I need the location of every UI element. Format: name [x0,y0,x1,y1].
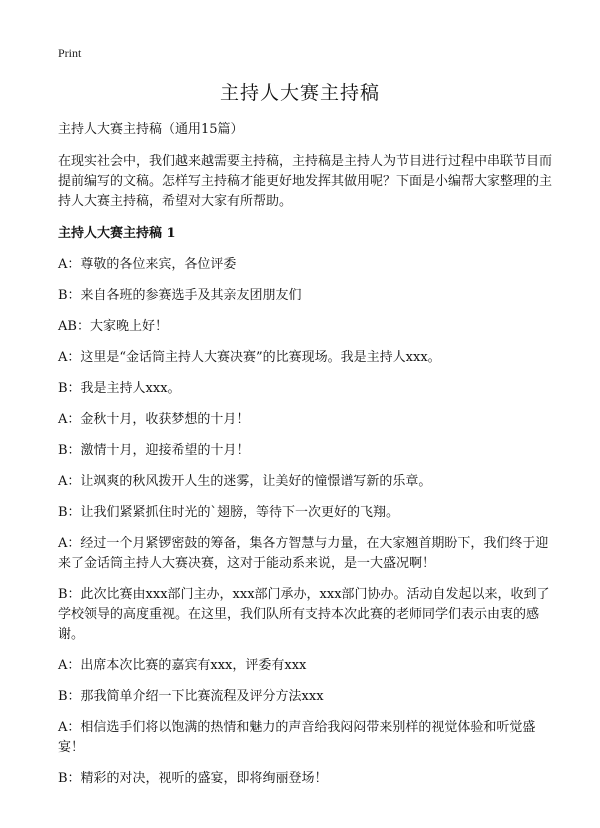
script-line: A：经过一个月紧锣密鼓的筹备，集各方智慧与力量，在大家翘首期盼下，我们终于迎来了金话筒主持人大赛决赛，这对于能动系来说，是一大盛况啊！ [58,536,549,571]
script-line: AB：大家晚上好！ [58,319,168,334]
script-line: B：那我简单介绍一下比赛流程及评分方法xxx [58,689,324,704]
script-line: B：来自各班的参赛选手及其亲友团朋友们 [58,288,302,303]
script-line: A：金秋十月，收获梦想的十月！ [58,412,250,427]
intro-paragraph: 在现实社会中，我们越来越需要主持稿，主持稿是主持人为节目进行过程中串联节目而提前编写的文稿。怎样写主持稿才能更好地发挥其做用呢？下面是小编帮大家整理的主持人大赛主持稿，希望对大家有所帮助。 [58,154,553,209]
page-title: 主持人大赛主持稿 [219,82,380,104]
script-line: B：此次比赛由xxx部门主办，xxx部门承办，xxx部门协办。活动自发起以来，收到了学校领导的高度重视。在这里，我们队所有支持本次此赛的老师同学们表示由衷的感谢。 [58,587,550,642]
script-line: B：激情十月，迎接希望的十月！ [58,443,250,458]
script-line: A：尊敬的各位来宾，各位评委 [58,257,237,272]
script-line: A：这里是“金话筒主持人大赛决赛”的比赛现场。我是主持人xxx。 [58,350,441,365]
document-body [58,120,560,800]
document-subtitle: 主持人大赛主持稿（通用15篇） [58,122,244,137]
print-label[interactable]: Print [58,46,82,60]
script-line: B：精彩的对决，视听的盛宴，即将绚丽登场！ [58,771,328,786]
script-line: A：相信选手们将以饱满的热情和魅力的声音给我闷闷带来别样的视觉体验和听觉盛宴！ [58,720,536,755]
script-line: B：让我们紧紧抓住时光的`翅膀，等待下一次更好的飞翔。 [58,505,400,520]
script-line: A：出席本次比赛的嘉宾有xxx，评委有xxx [58,658,307,673]
script-line: A：让飒爽的秋风拨开人生的迷雾，让美好的憧憬谱写新的乐章。 [58,474,432,489]
section-heading: 主持人大赛主持稿 1 [58,226,176,241]
script-line: B：我是主持人xxx。 [58,381,181,396]
